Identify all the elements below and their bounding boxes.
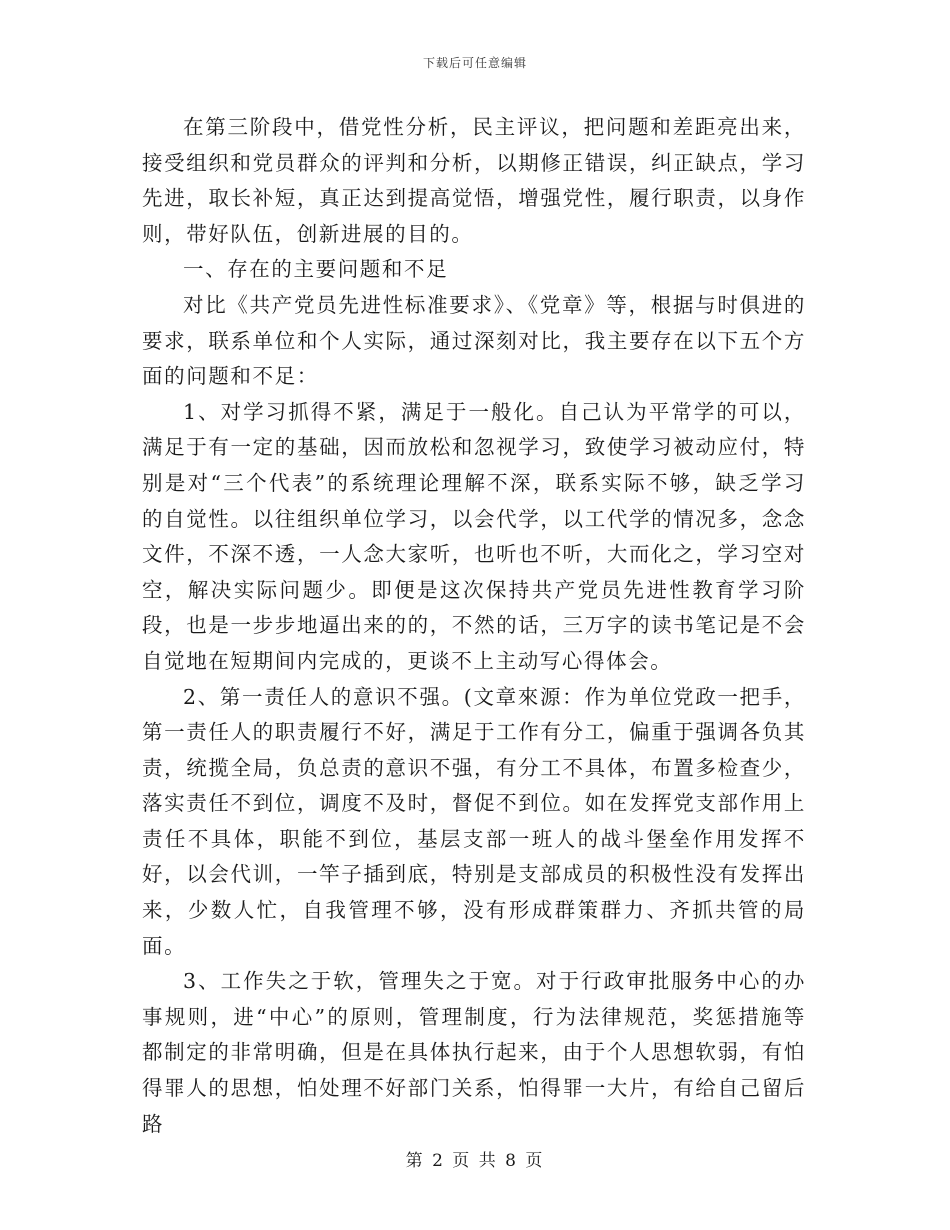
header-note: 下载后可任意编辑 [422,56,527,70]
document-body [142,110,806,1142]
paragraph-item-1: 1、对学习抓得不紧，满足于一般化。自己认为平常学的可以，满足于有一定的基础，因而放松和忽视学习，致使学习被动应付，特别是对“三个代表”的系统理论理解不深，联系实际不够，缺乏学习的自觉性。以往组织单位学习，以会代学，以工代学的情况多，念念文件，不深不透，一人念大家听，也听也不听，大而化之，学习空对空，解决实际问题少。即便是这次保持共产党员先进性教育学习阶段，也是一步步地逼出来的的，不然的话，三万字的读书笔记是不会自觉地在短期间内完成的，更谈不上主动写心得体会。 [142,399,806,673]
paragraph-overview: 对比《共产党员先进性标准要求》、《党章》等，根据与时俱进的要求，联系单位和个人实际，通过深刻对比，我主要存在以下五个方面的问题和不足： [142,292,806,389]
section-heading: 一、存在的主要问题和不足 [183,257,449,282]
paragraph-item-2: 2、第一责任人的意识不强。(文章來源：作为单位党政一把手，第一责任人的职责履行不好，满足于工作有分工，偏重于强调各负其责，统揽全局，负总责的意识不强，有分工不具体，布置多检查少，落实责任不到位，调度不及时，督促不到位。如在发挥党支部作用上责任不具体，职能不到位，基层支部一班人的战斗堡垒作用发挥不好，以会代训，一竿子插到底，特别是支部成员的积极性没有发挥出来，少数人忙，自我管理不够，没有形成群策群力、齐抓共管的局面。 [142,684,806,958]
page-number: 第 2 页 共 8 页 [405,1151,545,1171]
paragraph-intro: 在第三阶段中，借党性分析，民主评议，把问题和差距亮出来，接受组织和党员群众的评判和分析，以期修正错误，纠正缺点，学习先进，取长补短，真正达到提高觉悟，增强党性，履行职责，以身作则，带好队伍，创新进展的目的。 [142,115,806,246]
paragraph-item-3: 3、工作失之于软，管理失之于宽。对于行政审批服务中心的办事规则，进“中心”的原则，管理制度，行为法律规范，奖惩措施等都制定的非常明确，但是在具体执行起来，由于个人思想软弱，有怕得罪人的思想，怕处理不好部门关系，怕得罪一大片，有给自己留后路 [142,969,806,1136]
